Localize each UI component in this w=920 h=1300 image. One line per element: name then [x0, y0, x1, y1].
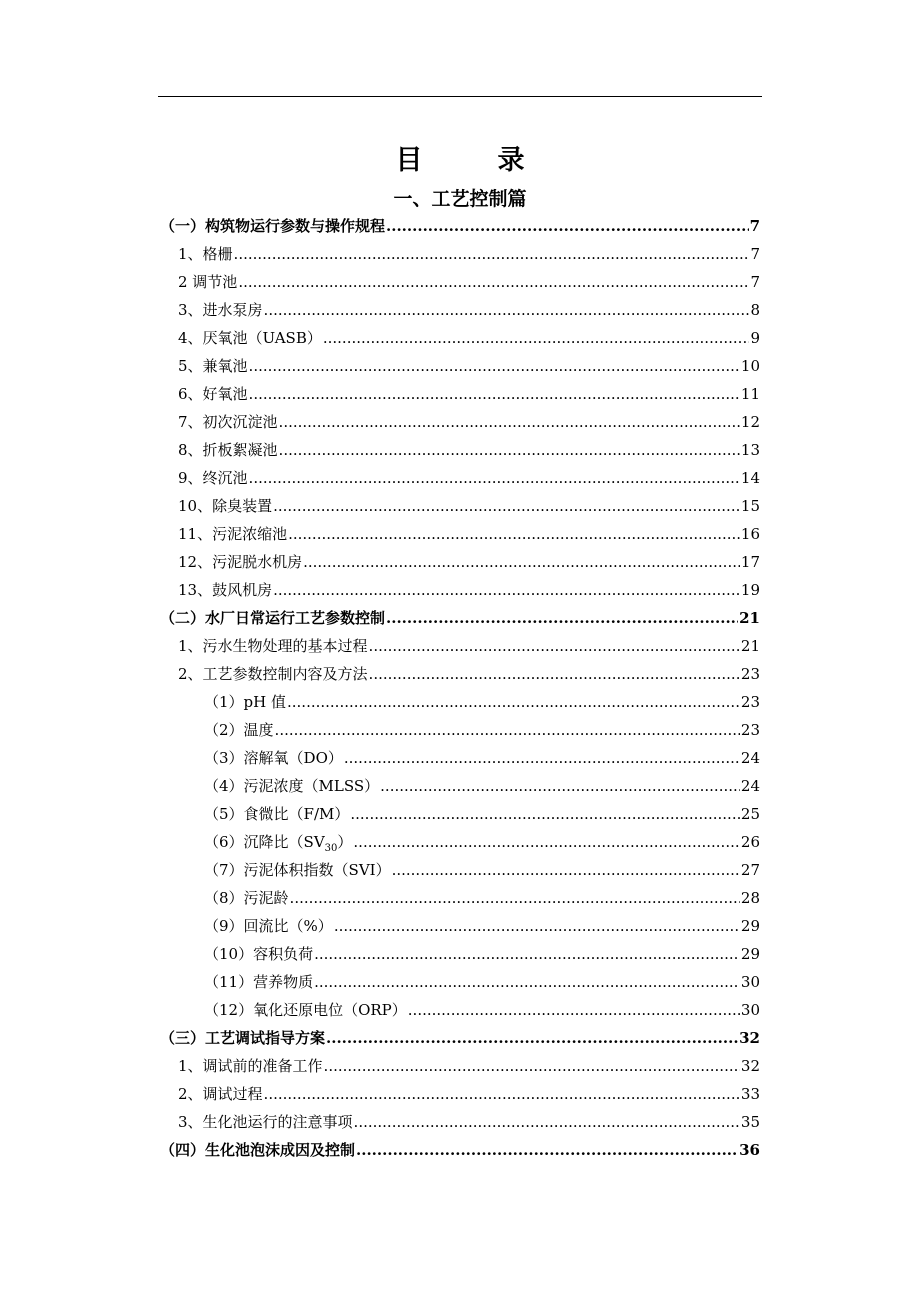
dot-leader	[386, 212, 749, 240]
dot-leader	[353, 828, 740, 856]
dot-leader	[303, 548, 740, 576]
toc-entry[interactable]	[160, 1024, 760, 1052]
toc-entry[interactable]	[160, 1052, 760, 1080]
toc-entry-text: 9、终沉池	[178, 469, 248, 487]
toc-entry[interactable]	[160, 688, 760, 716]
toc-entry-text: 3、生化池运行的注意事项	[178, 1113, 353, 1131]
toc-page-number: 28	[740, 889, 760, 907]
toc-entry-text: （5）食微比（F/M）	[204, 805, 350, 823]
dot-leader	[249, 464, 740, 492]
dot-leader	[350, 800, 740, 828]
toc-entry-text: （4）污泥浓度（MLSS）	[204, 777, 380, 795]
toc-entry[interactable]	[160, 520, 760, 548]
toc-entry-text: 2、工艺参数控制内容及方法	[178, 665, 368, 683]
toc-page-number: 32	[740, 1057, 760, 1075]
dot-leader	[323, 324, 750, 352]
dot-leader	[314, 968, 740, 996]
toc-entry[interactable]	[160, 548, 760, 576]
toc-entry-text: 1、调试前的准备工作	[178, 1057, 323, 1075]
toc-entry[interactable]	[160, 492, 760, 520]
toc-entry[interactable]	[160, 1080, 760, 1108]
dot-leader	[314, 940, 740, 968]
toc-page-number: 14	[740, 469, 760, 487]
dot-leader	[287, 688, 740, 716]
dot-leader	[238, 268, 749, 296]
toc-entry-text: （8）污泥龄	[204, 889, 289, 907]
toc-entry[interactable]	[160, 632, 760, 660]
toc-entry[interactable]	[160, 716, 760, 744]
toc-page-number: 21	[740, 637, 760, 655]
dot-leader	[279, 408, 740, 436]
toc-page-number: 13	[740, 441, 760, 459]
toc-entry-text: 2、调试过程	[178, 1085, 263, 1103]
dot-leader	[273, 576, 740, 604]
toc-page-number: 29	[740, 917, 760, 935]
toc-page-number: 8	[750, 301, 760, 319]
dot-leader	[408, 996, 740, 1024]
toc-entry[interactable]	[160, 212, 760, 240]
dot-leader	[369, 632, 740, 660]
toc-page-number: 30	[740, 973, 760, 991]
toc-page-number: 29	[740, 945, 760, 963]
toc-entry-text: （四）生化池泡沫成因及控制	[160, 1141, 356, 1159]
section-heading: 一、工艺控制篇	[393, 188, 527, 210]
toc-page-number: 15	[740, 497, 760, 515]
toc-page-number: 30	[740, 1001, 760, 1019]
toc-page-number: 10	[740, 357, 760, 375]
toc-entry[interactable]	[160, 324, 760, 352]
toc-entry-text: 11、污泥浓缩池	[178, 525, 288, 543]
toc-entry[interactable]	[160, 352, 760, 380]
toc-entry[interactable]	[160, 268, 760, 296]
subscript: 30	[324, 843, 338, 854]
toc-entry[interactable]	[160, 996, 760, 1024]
toc-page-number: 25	[740, 805, 760, 823]
dot-leader	[334, 912, 740, 940]
toc-title: 目 录	[395, 145, 549, 176]
toc-entry[interactable]	[160, 464, 760, 492]
toc-page-number: 27	[740, 861, 760, 879]
toc-entry-text: 8、折板絮凝池	[178, 441, 278, 459]
toc-page-number: 7	[750, 273, 760, 291]
toc-entry[interactable]	[160, 604, 760, 632]
dot-leader	[356, 1136, 738, 1164]
dot-leader	[279, 436, 740, 464]
toc-entry[interactable]	[160, 660, 760, 688]
dot-leader	[249, 380, 740, 408]
toc-page-number: 32	[739, 1029, 760, 1047]
toc-page-number: 24	[740, 777, 760, 795]
toc-entry[interactable]	[160, 912, 760, 940]
toc-entry[interactable]	[160, 940, 760, 968]
toc-entry-text: （二）水厂日常运行工艺参数控制	[160, 609, 386, 627]
toc-entry-text: 2 调节池	[178, 273, 238, 291]
toc-entry[interactable]	[160, 744, 760, 772]
toc-entry[interactable]	[160, 968, 760, 996]
toc-page-number: 23	[740, 693, 760, 711]
toc-entry-text: 3、进水泵房	[178, 301, 263, 319]
toc-page-number: 19	[740, 581, 760, 599]
toc-entry-text: （一）构筑物运行参数与操作规程	[160, 217, 386, 235]
toc-entry-text: 10、除臭装置	[178, 497, 273, 515]
dot-leader	[264, 296, 750, 324]
dot-leader	[354, 1108, 740, 1136]
toc-entry[interactable]	[160, 884, 760, 912]
toc-entry-text: 1、格栅	[178, 245, 233, 263]
toc-page-number: 17	[740, 553, 760, 571]
toc-page-number: 7	[749, 217, 760, 235]
toc-entry[interactable]	[160, 240, 760, 268]
toc-entry[interactable]	[160, 408, 760, 436]
toc-page-number: 33	[740, 1085, 760, 1103]
toc-page-number: 16	[740, 525, 760, 543]
header-rule	[158, 96, 762, 97]
toc-entry-text: （1）pH 值	[204, 693, 286, 711]
toc-entry[interactable]	[160, 828, 760, 856]
toc-entry[interactable]	[160, 380, 760, 408]
toc-entry-text: （2）温度	[204, 721, 274, 739]
dot-leader	[392, 856, 740, 884]
dot-leader	[386, 604, 738, 632]
dot-leader	[344, 744, 740, 772]
toc-entry[interactable]	[160, 436, 760, 464]
dot-leader	[290, 884, 740, 912]
dot-leader	[273, 492, 740, 520]
toc-page-number: 23	[740, 665, 760, 683]
dot-leader	[249, 352, 740, 380]
toc-entry[interactable]	[160, 576, 760, 604]
toc-page-number: 21	[739, 609, 760, 627]
toc-entry[interactable]	[160, 1108, 760, 1136]
toc-entry-text: （11）营养物质	[204, 973, 314, 991]
table-of-contents	[160, 212, 760, 1164]
toc-entry-text: （6）沉降比$(SV_{30})$	[204, 833, 353, 854]
toc-entry-text: （3）溶解氧（DO）	[204, 749, 343, 767]
toc-page-number: 35	[740, 1113, 760, 1131]
toc-entry-text: 5、兼氧池	[178, 357, 248, 375]
toc-entry[interactable]	[160, 296, 760, 324]
toc-entry[interactable]	[160, 856, 760, 884]
toc-entry-text: 4、厌氧池（UASB）	[178, 329, 322, 347]
toc-page-number: 36	[739, 1141, 760, 1159]
toc-entry-text: 13、鼓风机房	[178, 581, 273, 599]
dot-leader	[234, 240, 750, 268]
toc-entry[interactable]	[160, 772, 760, 800]
toc-page-number: 23	[740, 721, 760, 739]
toc-entry-text: 12、污泥脱水机房	[178, 553, 303, 571]
dot-leader	[369, 660, 740, 688]
dot-leader	[380, 772, 740, 800]
toc-page-number: 26	[740, 833, 760, 851]
toc-page-number: 9	[750, 329, 760, 347]
toc-page-number: 24	[740, 749, 760, 767]
toc-entry-text: （7）污泥体积指数（SVI）	[204, 861, 391, 879]
toc-entry-text: 7、初次沉淀池	[178, 413, 278, 431]
toc-entry-text: 1、污水生物处理的基本过程	[178, 637, 368, 655]
toc-page-number: 12	[740, 413, 760, 431]
dot-leader	[275, 716, 740, 744]
dot-leader	[326, 1024, 738, 1052]
toc-entry-text: （9）回流比（%）	[204, 917, 333, 935]
toc-entry-text: （10）容积负荷	[204, 945, 314, 963]
toc-page-number: 11	[740, 385, 760, 403]
toc-entry[interactable]	[160, 800, 760, 828]
toc-entry[interactable]	[160, 1136, 760, 1164]
dot-leader	[324, 1052, 740, 1080]
toc-entry-text: （12）氧化还原电位（ORP）	[204, 1001, 407, 1019]
dot-leader	[288, 520, 740, 548]
toc-entry-text: （三）工艺调试指导方案	[160, 1029, 326, 1047]
toc-page-number: 7	[750, 245, 760, 263]
dot-leader	[264, 1080, 740, 1108]
toc-entry-text: 6、好氧池	[178, 385, 248, 403]
